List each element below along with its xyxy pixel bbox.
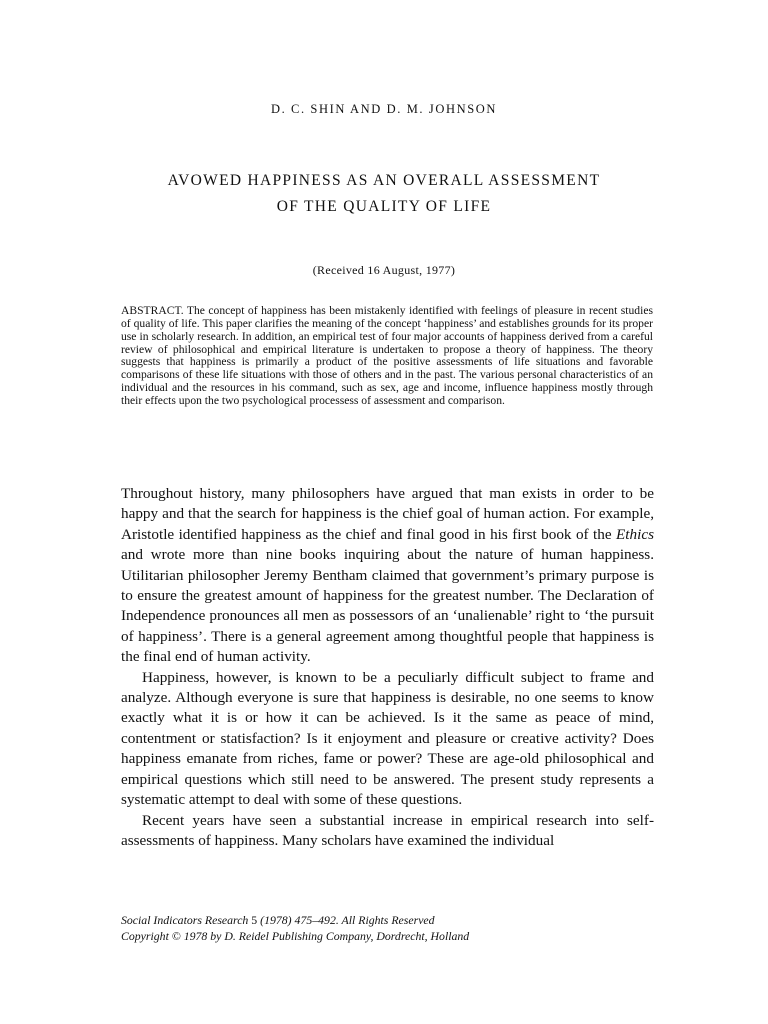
body-text: [121, 484, 654, 851]
journal-volume: 5: [251, 913, 258, 927]
abstract: ABSTRACT. The concept of happiness has been mistakenly identified with feelings of pleasure in recent studies of quality of life. This paper clarifies the meaning of the concept ‘happiness’ and establishes grounds for its proper use in scholarly research. In addition, an empirical test of four major accounts of happiness derived from a careful review of philosophical and empirical literature is undertaken to propose a theory of happiness. The theory suggests that happiness is primarily a product of the positive assessments of life situations and favorable comparisons of these life situations with those of others and in the past. The various personal characteristics of an individual and the resources in his command, such as sex, age and income, influence happiness mostly through their effects upon the two psychological processess of assessment and comparison.: [121, 304, 653, 407]
journal-pages: (1978) 475–492. All Rights Reserved: [257, 913, 435, 927]
paragraph-2: Happiness, however, is known to be a peculiarly difficult subject to frame and analyze. Although everyone is sure that happiness is desirable, no one seems to know exactly what it is or how it can be achieved. Is it the same as peace of mind, contentment or statisfaction? Is it enjoyment and pleasure or creative activity? Does happiness emanate from riches, fame or power? These are age-old philosophical and empirical questions which still need to be answered. The present study represents a systematic attempt to deal with some of these questions.: [121, 668, 654, 809]
paragraph-1-start: Throughout history, many philosophers have argued that man exists in order to be happy and that the search for happiness is the chief goal of human action. For example, Aristotle identified happiness as the chief and final good in his first book of the: [121, 485, 654, 543]
title-line-2: OF THE QUALITY OF LIFE: [276, 198, 492, 215]
paragraph-1-end: and wrote more than nine books inquiring about the nature of human happiness. Utilitarian philosopher Jeremy Bentham claimed that government’s primary purpose is to ensure the greatest amount of happiness for the greatest number. The Declaration of Independence pronounces all men as possessors of an ‘unalienable’ right to ‘the pursuit of happiness’. There is a general agreement among thoughtful people that happiness is the final end of human activity.: [121, 546, 654, 666]
citation-footer: [121, 913, 661, 944]
title-line-1: AVOWED HAPPINESS AS AN OVERALL ASSESSMENT: [167, 172, 601, 189]
copyright-line: Copyright © 1978 by D. Reidel Publishing Company, Dordrecht, Holland: [121, 928, 470, 943]
author-line: D. C. SHIN AND D. M. JOHNSON: [270, 102, 498, 116]
paragraph-3: Recent years have seen a substantial increase in empirical research into self-assessments of happiness. Many scholars have examined the individual: [121, 811, 654, 849]
journal-name: Social Indicators Research: [121, 913, 252, 927]
paragraph-1: [121, 484, 654, 668]
journal-citation: [121, 913, 661, 929]
ethics-italic: Ethics: [616, 525, 654, 543]
article-title: [0, 168, 768, 220]
received-date: (Received 16 August, 1977): [312, 263, 456, 277]
